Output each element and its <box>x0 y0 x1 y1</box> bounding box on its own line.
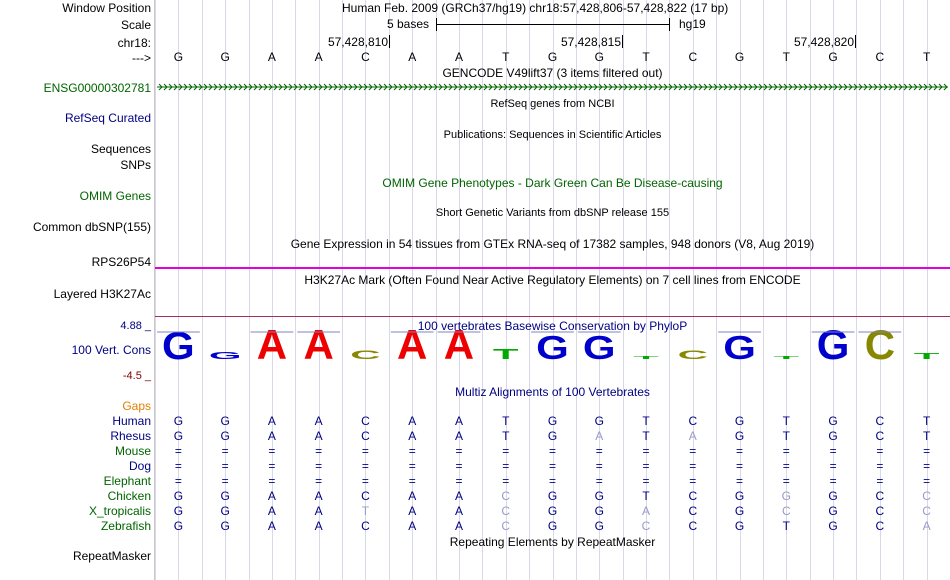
aligned-base: G <box>734 519 745 533</box>
reference-base: T <box>782 50 790 64</box>
aligned-base: G <box>173 519 184 533</box>
reference-sequence-row <box>155 50 950 64</box>
aligned-base: A <box>454 504 463 518</box>
gencode-gene-feature[interactable] <box>155 82 950 92</box>
phylop-base-mark: T <box>492 346 519 363</box>
aligned-base: = <box>268 459 276 473</box>
aligned-base: G <box>220 429 230 443</box>
aligned-base: G <box>173 504 184 518</box>
aligned-base: = <box>315 459 323 473</box>
species-label[interactable]: Zebrafish <box>100 519 151 533</box>
phylop-base-mark: A <box>303 325 334 368</box>
aligned-base: C <box>875 489 885 503</box>
phylop-base-mark: T <box>773 355 800 360</box>
ruler-tick-2 <box>622 35 623 48</box>
cons-max-label: 4.88 _ <box>120 320 151 332</box>
aligned-base: = <box>782 444 790 458</box>
aligned-base: = <box>876 459 884 473</box>
aligned-base: = <box>455 459 463 473</box>
phylop-base-mark: G <box>816 325 850 368</box>
aligned-base: = <box>595 444 603 458</box>
aligned-base: A <box>642 504 651 518</box>
gtex-track-title: Gene Expression in 54 tissues from GTEx RNA-seq of 17382 samples, 948 donors (V8, Aug 2019) <box>290 237 815 251</box>
cons-min-label: -4.5 _ <box>122 370 151 382</box>
aligned-base: = <box>408 474 416 488</box>
aligned-base: G <box>173 414 184 428</box>
phylop-base-mark: C <box>350 347 381 362</box>
aligned-base: C <box>688 504 698 518</box>
aligned-base: C <box>361 489 370 503</box>
species-label[interactable]: Human <box>112 414 151 428</box>
aligned-base: A <box>267 489 276 503</box>
multiz-track-title: Multiz Alignments of 100 Vertebrates <box>455 385 650 399</box>
aligned-base: G <box>220 414 230 428</box>
aligned-base: A <box>267 429 276 443</box>
reference-base: G <box>173 50 184 64</box>
window-position-label: Window Position <box>62 1 151 15</box>
aligned-base: = <box>923 474 931 488</box>
phylop-base-mark: G <box>582 330 616 367</box>
refseq-track-title: RefSeq genes from NCBI <box>490 98 615 110</box>
species-label[interactable]: Rhesus <box>110 429 151 443</box>
sequences-track-label[interactable]: Sequences <box>90 142 151 156</box>
phylop-base-mark: A <box>256 325 288 368</box>
aligned-base: C <box>875 504 885 518</box>
aligned-base: A <box>454 429 463 443</box>
aligned-base: T <box>502 429 510 443</box>
aligned-base: G <box>220 504 230 518</box>
aligned-base: G <box>828 504 838 518</box>
dbsnp-track-label[interactable]: Common dbSNP(155) <box>32 220 151 234</box>
aligned-base: G <box>828 414 838 428</box>
aligned-base: T <box>922 414 931 428</box>
repeatmasker-track-title: Repeating Elements by RepeatMasker <box>449 535 656 549</box>
aligned-base: = <box>642 444 650 458</box>
aligned-base: A <box>314 414 323 428</box>
aligned-base: C <box>361 429 370 443</box>
aligned-base: A <box>408 489 417 503</box>
ruler-tick-label-1: 57,428,810 <box>327 35 388 49</box>
chromosome-label: chr18: <box>117 36 151 50</box>
aligned-base: C <box>361 414 370 428</box>
aligned-base: T <box>782 414 790 428</box>
aligned-base: G <box>734 489 745 503</box>
scale-bar <box>436 24 670 25</box>
omim-track-label[interactable]: OMIM Genes <box>79 189 151 203</box>
scale-bar-label: 5 bases <box>387 17 430 31</box>
aligned-base: A <box>314 504 323 518</box>
aligned-base: A <box>267 414 276 428</box>
aligned-base: = <box>361 444 369 458</box>
aligned-base: G <box>594 519 604 533</box>
aligned-base: = <box>361 474 369 488</box>
track-label-panel <box>0 0 154 580</box>
aligned-base: = <box>923 459 931 473</box>
aligned-base: T <box>361 504 370 518</box>
aligned-base: = <box>736 459 744 473</box>
aligned-base: C <box>875 429 885 443</box>
reference-base: C <box>688 50 698 64</box>
aligned-base: A <box>314 489 323 503</box>
aligned-base: = <box>642 459 650 473</box>
species-label[interactable]: Dog <box>128 459 151 473</box>
reference-base: T <box>922 50 931 64</box>
repeatmasker-track-label[interactable]: RepeatMasker <box>72 549 151 563</box>
reference-base: G <box>734 50 745 64</box>
ruler-tick-label-3: 57,428,820 <box>793 35 854 49</box>
scale-bar-right-tick <box>669 18 670 31</box>
phylop-base-mark: G <box>536 330 569 367</box>
aligned-base: A <box>595 429 604 443</box>
aligned-base: = <box>829 444 837 458</box>
phylop-base-mark: A <box>397 325 428 368</box>
ruler-tick-label-2: 57,428,815 <box>560 35 621 49</box>
species-alignment-row <box>155 459 950 473</box>
conservation-track-label[interactable]: 100 Vert. Cons <box>71 343 151 357</box>
publications-track-title: Publications: Sequences in Scientific Articles <box>443 129 662 141</box>
aligned-base: A <box>922 519 931 533</box>
aligned-base: = <box>174 459 182 473</box>
phylop-base-mark: A <box>443 325 475 368</box>
position-header: Human Feb. 2009 (GRCh37/hg19) chr18:57,428,806-57,428,822 (17 bp) <box>342 1 729 15</box>
aligned-base: = <box>876 474 884 488</box>
aligned-base: = <box>408 459 416 473</box>
scale-bar-left-tick <box>436 18 437 31</box>
aligned-base: A <box>688 429 697 443</box>
aligned-base: = <box>548 444 556 458</box>
aligned-base: C <box>501 489 511 503</box>
reference-base: G <box>547 50 558 64</box>
phylop-base-mark: T <box>633 355 659 360</box>
aligned-base: C <box>688 519 698 533</box>
aligned-base: C <box>875 414 885 428</box>
aligned-base: = <box>642 474 650 488</box>
species-label[interactable]: Elephant <box>103 474 151 488</box>
aligned-base: G <box>781 489 791 503</box>
species-alignment-row <box>155 429 950 443</box>
aligned-base: T <box>502 414 510 428</box>
h3k27ac-track-label[interactable]: Layered H3K27Ac <box>53 287 151 301</box>
species-label[interactable]: Chicken <box>107 489 151 503</box>
reference-base: A <box>454 50 463 64</box>
gencode-track-title: GENCODE V49lift37 (3 items filtered out) <box>442 66 663 80</box>
species-label[interactable]: Mouse <box>114 444 151 458</box>
aligned-base: G <box>734 414 745 428</box>
aligned-base: = <box>689 444 697 458</box>
aligned-base: = <box>221 444 229 458</box>
aligned-base: = <box>595 474 603 488</box>
aligned-base: G <box>547 519 558 533</box>
aligned-base: C <box>361 519 370 533</box>
aligned-base: A <box>314 429 323 443</box>
aligned-base: C <box>688 414 698 428</box>
phylop-base-mark: G <box>723 330 756 367</box>
phylop-conservation-logo[interactable] <box>155 325 950 385</box>
aligned-base: C <box>688 489 698 503</box>
aligned-base: G <box>547 429 558 443</box>
aligned-base: = <box>174 474 182 488</box>
aligned-base: G <box>220 519 230 533</box>
aligned-base: = <box>268 474 276 488</box>
reference-base: A <box>314 50 323 64</box>
aligned-base: = <box>268 444 276 458</box>
aligned-base: T <box>642 429 650 443</box>
gaps-label[interactable]: Gaps <box>122 399 151 413</box>
aligned-base: G <box>734 504 745 518</box>
refseq-track-label[interactable]: RefSeq Curated <box>64 111 151 125</box>
aligned-base: A <box>408 504 417 518</box>
aligned-base: T <box>782 519 790 533</box>
aligned-base: T <box>782 429 790 443</box>
aligned-base: G <box>828 519 838 533</box>
aligned-base: A <box>314 519 323 533</box>
phylop-base-mark: G <box>208 349 242 362</box>
reference-base: G <box>220 50 230 64</box>
aligned-base: C <box>781 504 791 518</box>
ruler-tick-3 <box>855 35 856 48</box>
aligned-base: = <box>595 459 603 473</box>
aligned-base: G <box>547 414 558 428</box>
ruler-tick-1 <box>389 35 390 48</box>
aligned-base: = <box>548 474 556 488</box>
aligned-base: C <box>641 519 651 533</box>
gencode-gene-label[interactable]: ENSG00000302781 <box>43 81 151 95</box>
phylop-base-mark: T <box>913 351 940 361</box>
aligned-base: G <box>547 489 558 503</box>
aligned-base: G <box>547 504 558 518</box>
aligned-base: G <box>734 429 745 443</box>
aligned-base: = <box>174 444 182 458</box>
species-alignment-row <box>155 519 950 533</box>
gtex-expression-feature[interactable] <box>155 267 950 269</box>
aligned-base: C <box>501 504 511 518</box>
reference-base: G <box>594 50 604 64</box>
aligned-base: = <box>548 459 556 473</box>
aligned-base: = <box>782 459 790 473</box>
aligned-base: G <box>220 489 230 503</box>
reference-base: C <box>875 50 885 64</box>
reference-base: G <box>828 50 838 64</box>
aligned-base: G <box>594 489 604 503</box>
aligned-base: = <box>829 459 837 473</box>
aligned-base: A <box>408 414 417 428</box>
aligned-base: = <box>221 474 229 488</box>
aligned-base: = <box>408 444 416 458</box>
species-alignment-row <box>155 444 950 458</box>
reference-base: T <box>642 50 650 64</box>
aligned-base: = <box>829 474 837 488</box>
reference-base: A <box>267 50 276 64</box>
reference-base: C <box>361 50 370 64</box>
aligned-base: = <box>455 474 463 488</box>
species-alignment-row <box>155 489 950 503</box>
aligned-base: = <box>221 459 229 473</box>
species-alignment-row <box>155 474 950 488</box>
aligned-base: T <box>922 429 931 443</box>
species-alignment-row <box>155 414 950 428</box>
reference-base: A <box>408 50 417 64</box>
aligned-base: T <box>642 489 650 503</box>
aligned-base: = <box>315 444 323 458</box>
aligned-base: C <box>501 519 511 533</box>
h3k27ac-track-title: H3K27Ac Mark (Often Found Near Active Regulatory Elements) on 7 cell lines from ENCODE <box>304 273 801 287</box>
assembly-label: hg19 <box>679 17 706 31</box>
aligned-base: A <box>267 504 276 518</box>
aligned-base: = <box>361 459 369 473</box>
aligned-base: = <box>782 474 790 488</box>
species-alignment-row <box>155 504 950 518</box>
aligned-base: G <box>828 489 838 503</box>
aligned-base: = <box>689 474 697 488</box>
phylop-base-mark: C <box>677 347 708 362</box>
aligned-base: A <box>267 519 276 533</box>
aligned-base: G <box>828 429 838 443</box>
aligned-base: = <box>689 459 697 473</box>
dbsnp-track-title: Short Genetic Variants from dbSNP release 155 <box>435 207 670 219</box>
aligned-base: A <box>454 519 463 533</box>
phylop-base-mark: C <box>864 325 896 368</box>
aligned-base: G <box>594 504 604 518</box>
reference-base: T <box>502 50 510 64</box>
phylop-base-mark: G <box>162 325 195 368</box>
aligned-base: = <box>502 474 510 488</box>
aligned-base: = <box>736 474 744 488</box>
aligned-base: A <box>408 519 417 533</box>
aligned-base: = <box>736 444 744 458</box>
aligned-base: = <box>876 444 884 458</box>
aligned-base: C <box>922 504 931 518</box>
phylop-track-title: 100 vertebrates Basewise Conservation by PhyloP <box>417 319 688 333</box>
aligned-base: G <box>173 429 184 443</box>
aligned-base: = <box>455 444 463 458</box>
aligned-base: = <box>315 474 323 488</box>
aligned-base: T <box>642 414 650 428</box>
aligned-base: A <box>408 429 417 443</box>
omim-track-title: OMIM Gene Phenotypes - Dark Green Can Be Disease-causing <box>382 176 723 190</box>
species-label[interactable]: X_tropicalis <box>88 504 151 518</box>
aligned-base: G <box>594 414 604 428</box>
aligned-base: = <box>923 444 931 458</box>
aligned-base: C <box>875 519 885 533</box>
aligned-base: = <box>502 444 510 458</box>
scale-label: Scale <box>120 18 151 32</box>
h3k27ac-signal-line[interactable] <box>155 316 950 317</box>
aligned-base: = <box>502 459 510 473</box>
aligned-base: A <box>454 414 463 428</box>
gtex-gene-label[interactable]: RPS26P54 <box>91 255 151 269</box>
strand-arrow-label: ---> <box>132 51 151 65</box>
snps-track-label[interactable]: SNPs <box>120 158 151 172</box>
aligned-base: G <box>173 489 184 503</box>
aligned-base: A <box>454 489 463 503</box>
aligned-base: C <box>922 489 931 503</box>
